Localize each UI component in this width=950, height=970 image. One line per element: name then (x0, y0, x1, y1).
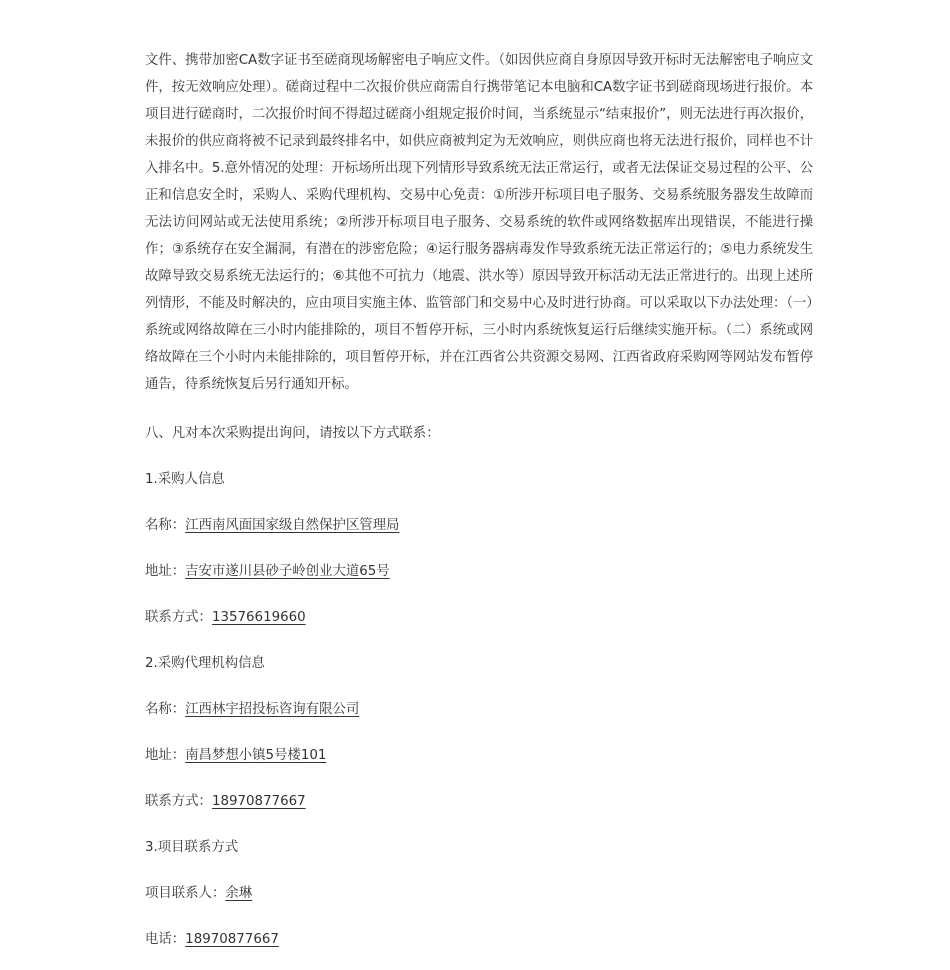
purchaser-contact-value: 13576619660 (211, 610, 306, 625)
agency-name-row (145, 700, 813, 720)
intro-paragraph: 文件、携带加密CA数字证书至磋商现场解密电子响应文件。（如因供应商自身原因导致开标时无法解密电子响应文件，按无效响应处理）。磋商过程中二次报价供应商需自行携带笔记本电脑和CA数字证书到磋商现场进行报价。本项目进行磋商时，二次报价时间不得超过磋商小组规定报价时间，当系统显示“结束报价”，则无法进行再次报价，未报价的供应商将被不记录到最终排名中，如供应商被判定为无效响应，则供应商也将无法进行报价，同样也不计入排名中。5.意外情况的处理：开标场所出现下列情形导致系统无法正常运行，或者无法保证交易过程的公平、公正和信息安全时，采购人、采购代理机构、交易中心免责：①所涉开标项目电子服务、交易系统服务器发生故障而无法访问网站或无法使用系统；②所涉开标项目电子服务、交易系统的软件或网络数据库出现错误，不能进行操作；③系统存在安全漏洞，有潜在的涉密危险；④运行服务器病毒发作导致系统无法正常运行的；⑤电力系统发生故障导致交易系统无法运行的；⑥其他不可抗力（地震、洪水等）原因导致开标活动无法正常进行的。出现上述所列情形，不能及时解决的，应由项目实施主体、监管部门和交易中心及时进行协商。可以采取以下办法处理：（一）系统或网络故障在三小时内能排除的，项目不暂停开标，三小时内系统恢复运行后继续实施开标。（二）系统或网络故障在三个小时内未能排除的，项目暂停开标，并在江西省公共资源交易网、江西省政府采购网等网站发布暂停通告，待系统恢复后另行通知开标。 (145, 53, 813, 392)
purchaser-address-label: 地址： (145, 564, 186, 579)
project-phone-row (145, 930, 813, 950)
agency-address-row (145, 746, 813, 766)
agency-name-label: 名称： (145, 702, 186, 717)
project-heading: 3.项目联系方式 (145, 840, 239, 855)
purchaser-contact-row (145, 608, 813, 628)
agency-heading: 2.采购代理机构信息 (145, 656, 265, 671)
purchaser-address-value: 吉安市遂川县砂子岭创业大道65号 (185, 564, 390, 579)
project-phone-value: 18970877667 (185, 932, 279, 947)
agency-contact-label: 联系方式： (145, 794, 212, 809)
purchaser-name-row (145, 516, 813, 536)
agency-contact-value: 18970877667 (211, 794, 306, 809)
document-body (145, 47, 813, 950)
agency-address-value: 南昌梦想小镇5号楼101 (185, 748, 327, 763)
project-phone-label: 电话： (145, 932, 186, 947)
agency-name-value: 江西林宇招投标咨询有限公司 (185, 702, 360, 717)
project-person-label: 项目联系人： (145, 886, 226, 901)
project-person-row (145, 884, 813, 904)
agency-contact-row (145, 792, 813, 812)
agency-address-label: 地址： (145, 748, 186, 763)
section-title: 八、凡对本次采购提出询问，请按以下方式联系： (145, 426, 440, 441)
purchaser-address-row (145, 562, 813, 582)
purchaser-name-value: 江西南风面国家级自然保护区管理局 (185, 518, 400, 533)
purchaser-name-label: 名称： (145, 518, 186, 533)
project-person-value: 余琳 (225, 886, 253, 901)
purchaser-heading: 1.采购人信息 (145, 472, 225, 487)
purchaser-contact-label: 联系方式： (145, 610, 212, 625)
